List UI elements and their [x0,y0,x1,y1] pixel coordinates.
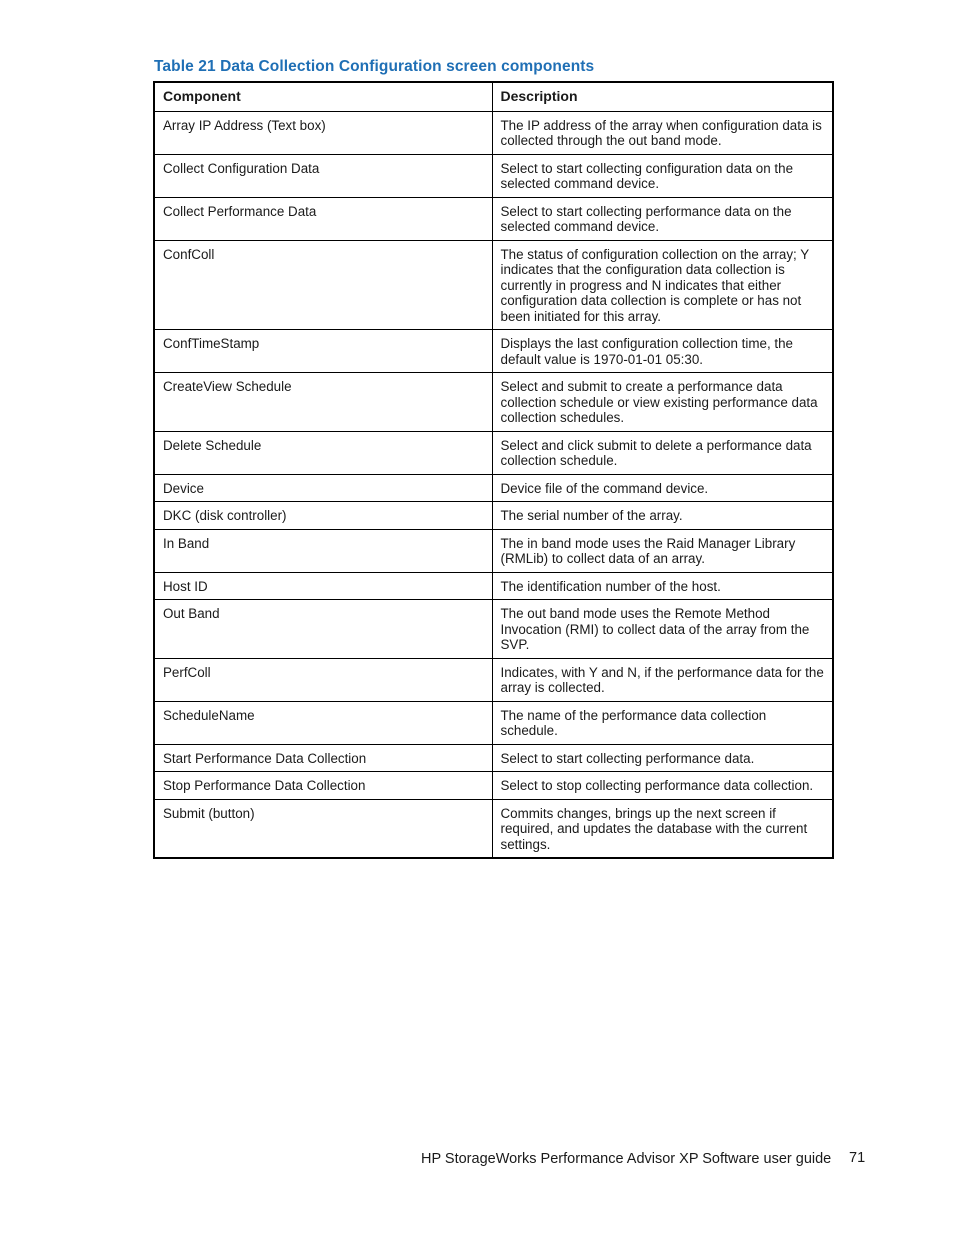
description-cell: Select to start collecting performance data on the selected command device. [492,197,833,240]
description-cell: The name of the performance data collection schedule. [492,701,833,744]
table-row [154,799,833,858]
table-header-row [154,82,833,111]
table-row [154,600,833,659]
table-row [154,744,833,772]
table-row [154,197,833,240]
component-cell: Host ID [154,572,492,600]
component-cell: Delete Schedule [154,431,492,474]
description-cell: Select to stop collecting performance data collection. [492,772,833,800]
table-row [154,658,833,701]
description-cell: Indicates, with Y and N, if the performance data for the array is collected. [492,658,833,701]
table-body [154,111,833,858]
components-table [153,81,834,859]
component-cell: In Band [154,529,492,572]
description-cell: Select and submit to create a performance data collection schedule or view existing performance data collection schedules. [492,373,833,432]
component-cell: Device [154,474,492,502]
table-row [154,474,833,502]
table-row [154,431,833,474]
component-cell: Start Performance Data Collection [154,744,492,772]
table-row [154,111,833,154]
description-cell: Device file of the command device. [492,474,833,502]
component-cell: DKC (disk controller) [154,502,492,530]
table-row [154,154,833,197]
component-cell: Submit (button) [154,799,492,858]
component-cell: ConfTimeStamp [154,330,492,373]
component-cell: Collect Performance Data [154,197,492,240]
header-component: Component [154,82,492,111]
component-cell: Array IP Address (Text box) [154,111,492,154]
table-row [154,572,833,600]
component-cell: Stop Performance Data Collection [154,772,492,800]
description-cell: Select to start collecting configuration data on the selected command device. [492,154,833,197]
table-row [154,240,833,330]
table-row [154,701,833,744]
component-cell: ConfColl [154,240,492,330]
description-cell: Select and click submit to delete a performance data collection schedule. [492,431,833,474]
table-row [154,502,833,530]
description-cell: Select to start collecting performance data. [492,744,833,772]
component-cell: Out Band [154,600,492,659]
table-caption: Table 21 Data Collection Configuration screen components [154,58,595,75]
description-cell: The status of configuration collection on the array; Y indicates that the configuration data collection is currently in progress and N indicates that either configuration data collection is complete or has not been initiated for this array. [492,240,833,330]
components-table-wrapper [153,81,832,859]
component-cell: ScheduleName [154,701,492,744]
table-row [154,529,833,572]
description-cell: The IP address of the array when configuration data is collected through the out band mode. [492,111,833,154]
description-cell: The out band mode uses the Remote Method Invocation (RMI) to collect data of the array from the SVP. [492,600,833,659]
description-cell: The serial number of the array. [492,502,833,530]
table-row [154,373,833,432]
header-description: Description [492,82,833,111]
description-cell: The identification number of the host. [492,572,833,600]
description-cell: The in band mode uses the Raid Manager Library (RMLib) to collect data of an array. [492,529,833,572]
description-cell: Commits changes, brings up the next screen if required, and updates the database with the current settings. [492,799,833,858]
description-cell: Displays the last configuration collection time, the default value is 1970-01-01 05:30. [492,330,833,373]
footer-title: HP StorageWorks Performance Advisor XP Software user guide [421,1151,832,1167]
component-cell: PerfColl [154,658,492,701]
component-cell: CreateView Schedule [154,373,492,432]
table-row [154,330,833,373]
page-number: 71 [849,1150,866,1166]
component-cell: Collect Configuration Data [154,154,492,197]
table-row [154,772,833,800]
